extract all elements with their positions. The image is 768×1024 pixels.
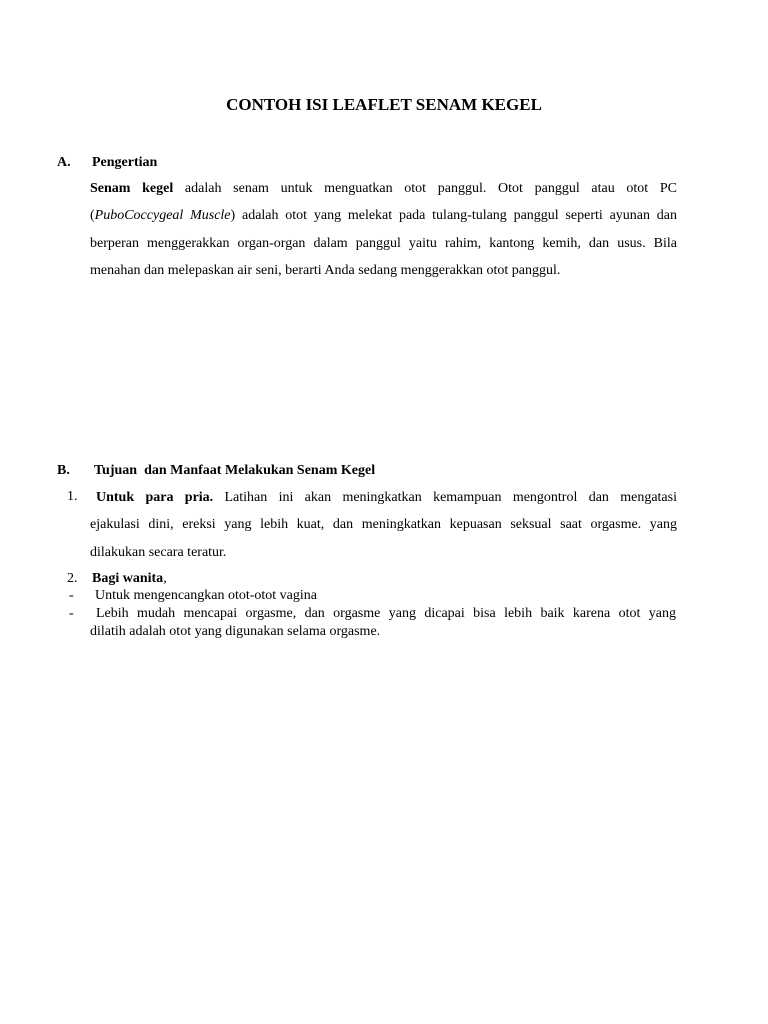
section-b-title: Tujuan dan Manfaat Melakukan Senam Kegel	[94, 463, 376, 478]
term-senam-kegel: Senam kegel	[90, 181, 174, 196]
item-1-paragraph	[90, 484, 677, 566]
item-2	[67, 569, 367, 589]
bullet-2	[69, 605, 679, 641]
bullet-1-line-1: Untuk mengencangkan otot-otot vagina	[95, 588, 317, 603]
section-a-title: Pengertian	[92, 155, 158, 170]
item-1-line-3: dilakukan secara teratur.	[90, 544, 227, 560]
bullet-2-line-2: dilatih adalah otot yang digunakan selama orgasme.	[90, 624, 381, 639]
item-1-number-text: 1.	[67, 489, 78, 504]
bullet-1	[69, 587, 679, 605]
item-1-line-1-text: Latihan ini akan meningkatkan kemampuan mengontrol dan mengatasi	[213, 490, 677, 505]
bullet-2-dash: -	[69, 606, 74, 621]
bullet-2-line-1: Lebih mudah mencapai orgasme, dan orgasme yang dicapai bisa lebih baik karena otot yang	[96, 606, 676, 621]
section-a-line-2-text: ) adalah otot yang melekat pada tulang-tulang panggul seperti ayunan dan	[230, 208, 678, 224]
section-a-letter: A.	[57, 155, 71, 170]
item-2-suffix: ,	[163, 571, 167, 586]
section-a-line-4: menahan dan melepaskan air seni, berarti Anda sedang menggerakkan otot panggul.	[90, 262, 561, 278]
section-a-line-2	[90, 202, 677, 229]
item-1-bold: Untuk para pria.	[96, 490, 214, 505]
section-a-line-3: berperan menggerakkan organ-organ dalam panggul yaitu rahim, kantong kemih, dan usus. Bila	[90, 235, 677, 251]
section-b-heading	[57, 461, 557, 481]
section-b-letter: B.	[57, 463, 70, 478]
item-2-number: 2.	[67, 571, 78, 586]
term-pubococcygeal: PuboCoccygeal Muscle	[94, 208, 231, 224]
section-a-heading	[57, 153, 357, 173]
section-a-line-1-text: adalah senam untuk menguatkan otot panggul. Otot panggul atau otot PC	[173, 181, 677, 196]
section-a-line-1	[90, 175, 677, 202]
bullet-2-text	[90, 605, 676, 641]
bullet-1-dash: -	[69, 588, 74, 603]
item-1-line-1	[90, 484, 677, 511]
item-1-number	[67, 487, 87, 507]
section-a-paragraph	[90, 175, 677, 284]
item-1-line-2: ejakulasi dini, ereksi yang lebih kuat, dan meningkatkan kepuasan seksual saat orgasme. yang	[90, 517, 677, 533]
item-2-bold: Bagi wanita	[92, 571, 164, 586]
open-paren: (	[90, 208, 95, 224]
page-title: CONTOH ISI LEAFLET SENAM KEGEL	[226, 95, 542, 114]
bullet-1-text	[95, 587, 681, 605]
item-2-label	[92, 569, 167, 589]
